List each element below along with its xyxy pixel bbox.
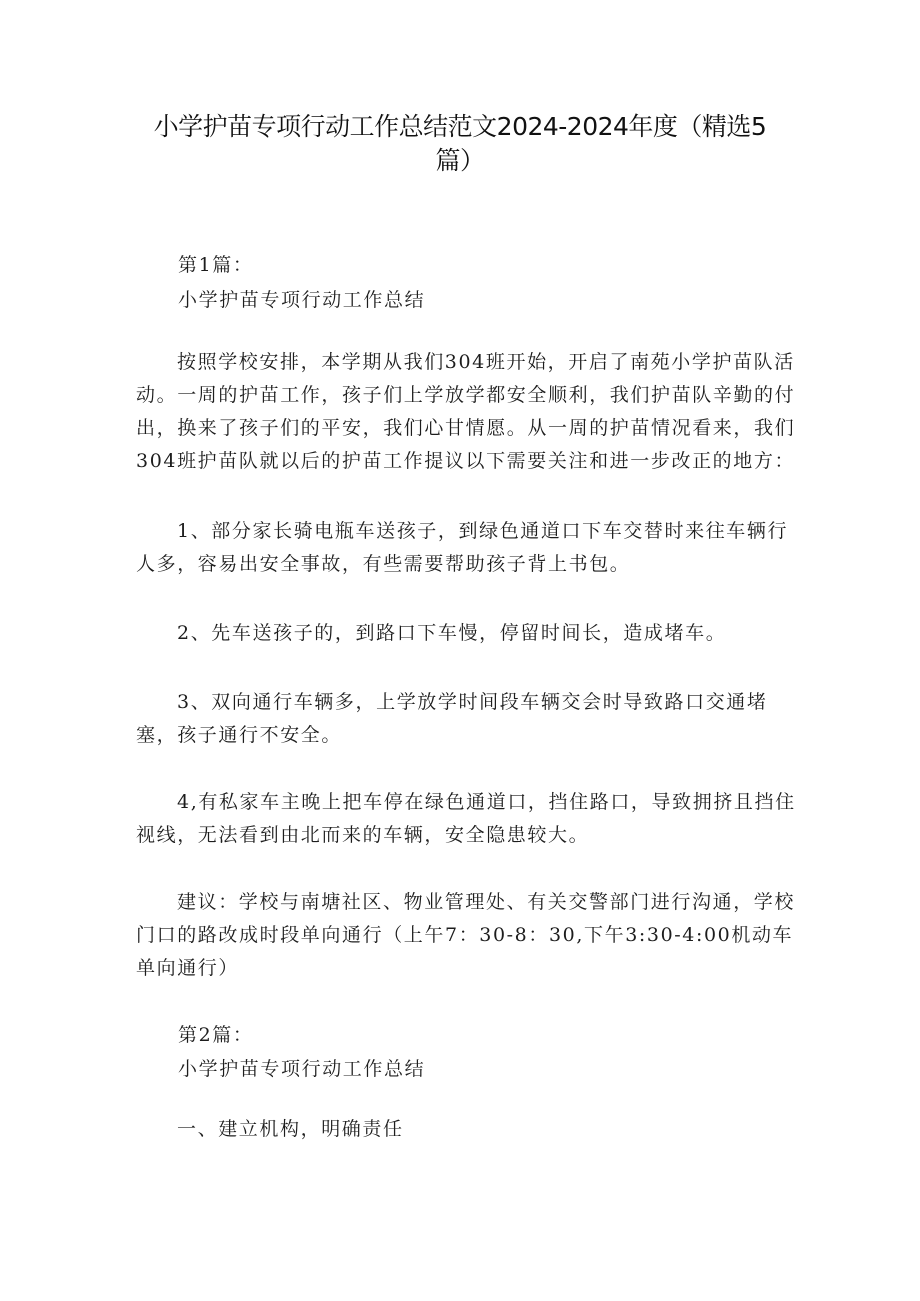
- section-1-subheading: 小学护苗专项行动工作总结: [178, 289, 426, 311]
- section-1-paragraph-3: [136, 617, 796, 650]
- section-2-heading: 第2篇：: [178, 1024, 254, 1046]
- section-2-subheading: 小学护苗专项行动工作总结: [178, 1058, 426, 1080]
- section-1-paragraph-4: [136, 686, 796, 752]
- paragraph-text: 按照学校安排，本学期从我们304班开始，开启了南苑小学护苗队活动。一周的护苗工作，孩子们上学放学都安全顺利，我们护苗队辛勤的付出，换来了孩子们的平安，我们心甘情愿。从一周的护苗情况看来，我们304班护苗队就以后的护苗工作提议以下需要关注和进一步改正的地方：: [136, 351, 796, 472]
- paragraph-text: 2、先车送孩子的，到路口下车慢，停留时间长，造成堵车。: [177, 622, 727, 644]
- paragraph-text: 4,有私家车主晚上把车停在绿色通道口，挡住路口，导致拥挤且挡住视线，无法看到由北而来的车辆，安全隐患较大。: [136, 791, 796, 846]
- paragraph-text: 一、建立机构，明确责任: [177, 1118, 404, 1140]
- section-1-paragraph-2: [136, 515, 796, 581]
- paragraph-text: 3、双向通行车辆多，上学放学时间段车辆交会时导致路口交通堵塞，孩子通行不安全。: [136, 691, 768, 746]
- document-title: 小学护苗专项行动工作总结范文2024-2024年度（精选5篇）: [153, 112, 767, 175]
- section-1-paragraph-1: [136, 346, 796, 478]
- section-1-suggestion: [136, 886, 796, 985]
- paragraph-text: 建议：学校与南塘社区、物业管理处、有关交警部门进行沟通，学校门口的路改成时段单向通行（上午7：30-8：30,下午3:30-4:00机动车单向通行）: [136, 891, 796, 979]
- section-2-paragraph-1: [136, 1113, 796, 1146]
- paragraph-text: 1、部分家长骑电瓶车送孩子，到绿色通道口下车交替时来往车辆行人多，容易出安全事故，有些需要帮助孩子背上书包。: [136, 520, 789, 575]
- section-1-paragraph-5: [136, 786, 796, 852]
- section-1-heading: 第1篇：: [178, 254, 254, 276]
